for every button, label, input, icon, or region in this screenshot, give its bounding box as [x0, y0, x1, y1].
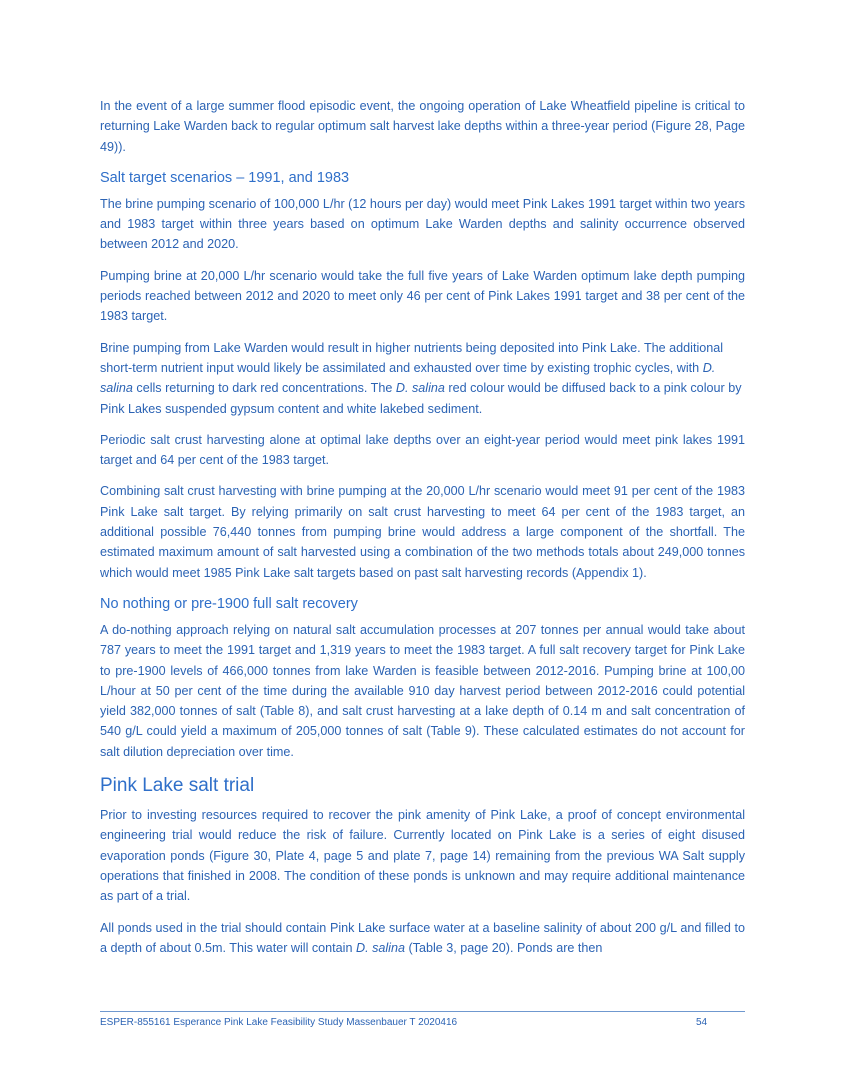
paragraph-flood-event: In the event of a large summer flood episodic event, the ongoing operation of Lake Wheatfield pipeline is critical to returning Lake Warden back to regular optimum salt harvest lake depths within a three-year period (Figure 28, Page 49)). [100, 99, 745, 154]
heading-salt-target-scenarios: Salt target scenarios – 1991, and 1983 [100, 169, 350, 186]
paragraph-proof-of-concept: Prior to investing resources required to recover the pink amenity of Pink Lake, a proof of concept environmental engineering trial would reduce the risk of failure. Currently located on Pink Lake is a series of eight disused evaporation ponds (Figure 30, Plate 4, page 5 and plate 7, page 14) remaining from the previous WA Salt supply operations that finished in 2008. The condition of these ponds is unknown and may require additional maintenance as part of a trial. [100, 808, 745, 904]
ponds-species: D. salina [355, 940, 405, 955]
paragraph-trial-ponds [100, 918, 745, 959]
nutrients-species-2: D. salina [395, 381, 445, 396]
paragraph-combining-methods: Combining salt crust harvesting with brine pumping at the 20,000 L/hr scenario would meet 91 per cent of the 1983 Pink Lake salt target. By relying primarily on salt crust harvesting to meet 64 per cent of the 1983 target, an additional possible 76,440 tonnes from pumping brine would address a large component of the shortfall. The estimated maximum amount of salt harvested using a combination of the two methods totals about 249,000 tonnes which would meet 1985 Pink Lake salt targets based on past salt harvesting records (Appendix 1). [100, 484, 745, 580]
paragraph-periodic-harvesting: Periodic salt crust harvesting alone at optimal lake depths over an eight-year period would meet pink lakes 1991 target and 64 per cent of the 1983 target. [100, 432, 745, 468]
footer-divider [100, 1011, 745, 1012]
nutrients-text-3: red colour would be diffused back to a pink colour by Pink Lakes suspended gypsum content and white lakebed sediment. [100, 381, 742, 416]
heading-no-nothing-recovery: No nothing or pre-1900 full salt recovery [100, 595, 358, 612]
nutrients-text-2: cells returning to dark red concentrations. The [132, 381, 396, 396]
ponds-text-2: (Table 3, page 20). Ponds are then [404, 940, 603, 955]
paragraph-brine-20k: Pumping brine at 20,000 L/hr scenario would take the full five years of Lake Warden optimum lake depth pumping periods reached between 2012 and 2020 to meet only 46 per cent of Pink Lakes 1991 target and 38 per cent of the 1983 target. [100, 268, 745, 324]
paragraph-brine-100k: The brine pumping scenario of 100,000 L/hr (12 hours per day) would meet Pink Lakes 1991 target within two years and 1983 target within three years based on optimum Lake Warden depths and salinity occurrence observed between 2012 and 2020. [100, 196, 745, 252]
footer-document-reference: ESPER-855161 Esperance Pink Lake Feasibility Study Massenbauer T 2020416 [100, 1017, 458, 1028]
ponds-text-1: All ponds used in the trial should contain Pink Lake surface water at a baseline salinity of about 200 g/L and filled to a depth of about 0.5m. This water will contain [100, 920, 745, 955]
heading-pink-lake-salt-trial: Pink Lake salt trial [100, 775, 255, 797]
paragraph-nutrients [100, 338, 745, 419]
footer-page-number: 54 [696, 1017, 708, 1028]
paragraph-do-nothing: A do-nothing approach relying on natural salt accumulation processes at 207 tonnes per annual would take about 787 years to meet the 1991 target and 1,319 years to meet the 1983 target. A full salt recovery target for Pink Lake to pre-1900 levels of 466,000 tonnes from lake Warden is feasible between 2012-2016. Pumping brine at 100,00 L/hour at 50 per cent of the time during the available 910 day harvest period between 2012-2016 could potential yield 382,000 tonnes of salt (Table 8), and salt crust harvesting at a lake depth of 0.14 m and salt concentration of 540 g/L could yield a maximum of 205,000 tonnes of salt (Table 9). These calculated estimates do not account for salt dilution depreciation over time. [100, 622, 745, 759]
nutrients-species-1: D. salina [100, 360, 716, 396]
page-body [100, 96, 745, 969]
nutrients-text-1: Brine pumping from Lake Warden would result in higher nutrients being deposited into Pink Lake. The additional short-term nutrient input would likely be assimilated and exhausted over time by existing trophic cycles, with [100, 340, 724, 375]
